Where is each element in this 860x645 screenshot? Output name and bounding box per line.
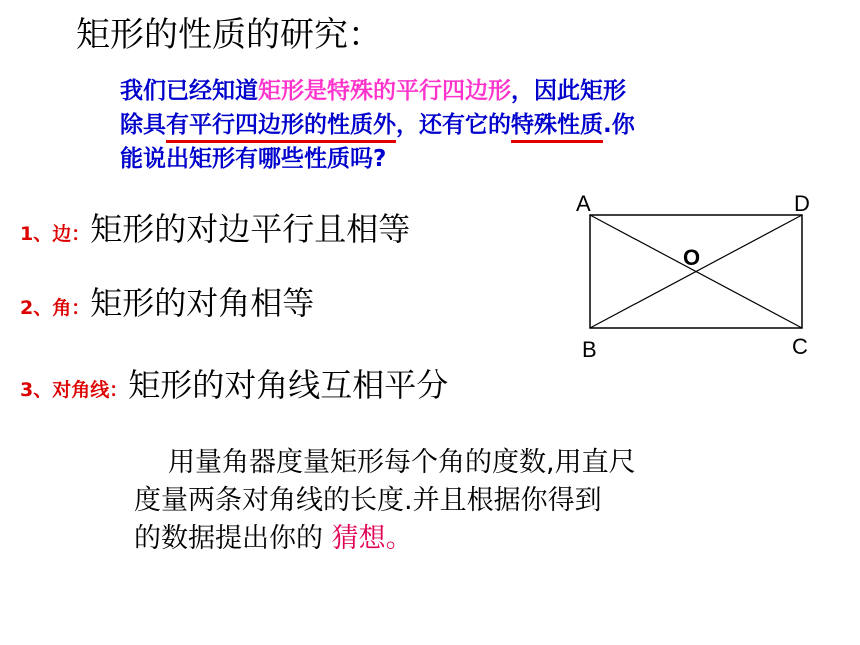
property-text: 矩形的对角相等 bbox=[90, 284, 315, 322]
center-label-o: O bbox=[683, 245, 701, 270]
vertex-label-c: C bbox=[792, 334, 808, 359]
underlined-phrase: 有平行四边形的性质外 bbox=[166, 108, 396, 142]
property-row bbox=[20, 280, 314, 332]
underlined-phrase: 特殊性质 bbox=[511, 108, 603, 142]
property-text: 矩形的对角线互相平分 bbox=[128, 366, 449, 404]
intro-text: .你 bbox=[603, 112, 635, 138]
intro-highlight: 矩形是特殊的平行四边形 bbox=[258, 78, 511, 104]
intro-text: 除具 bbox=[120, 112, 166, 138]
task-line-3 bbox=[134, 520, 636, 558]
intro-text: 我们已经知道 bbox=[120, 78, 258, 104]
intro-line-1 bbox=[120, 74, 635, 108]
task-highlight: 猜想。 bbox=[331, 523, 413, 554]
intro-line-2 bbox=[120, 108, 635, 142]
intro-paragraph bbox=[120, 74, 635, 176]
property-label: 1、边： bbox=[20, 223, 91, 245]
page-title: 矩形的性质的研究： bbox=[76, 15, 382, 55]
task-line-2: 度量两条对角线的长度.并且根据你得到 bbox=[134, 485, 602, 516]
task-text: 的数据提出你的 bbox=[134, 523, 332, 554]
vertex-label-a: A bbox=[576, 191, 591, 216]
intro-line-3: 能说出矩形有哪些性质吗? bbox=[120, 146, 387, 172]
property-text: 矩形的对边平行且相等 bbox=[90, 210, 411, 248]
property-label: 3、对角线： bbox=[20, 379, 129, 401]
task-line-1: 用量角器度量矩形每个角的度数,用直尺 bbox=[168, 447, 636, 478]
vertex-label-b: B bbox=[582, 337, 597, 362]
property-row bbox=[20, 206, 410, 258]
intro-text: ，还有它的 bbox=[396, 112, 511, 138]
rectangle-diagram bbox=[570, 185, 830, 365]
vertex-label-d: D bbox=[794, 191, 810, 216]
property-label: 2、角： bbox=[20, 297, 91, 319]
property-row bbox=[20, 362, 448, 414]
intro-text: ，因此矩形 bbox=[511, 78, 626, 104]
task-paragraph bbox=[134, 444, 636, 558]
